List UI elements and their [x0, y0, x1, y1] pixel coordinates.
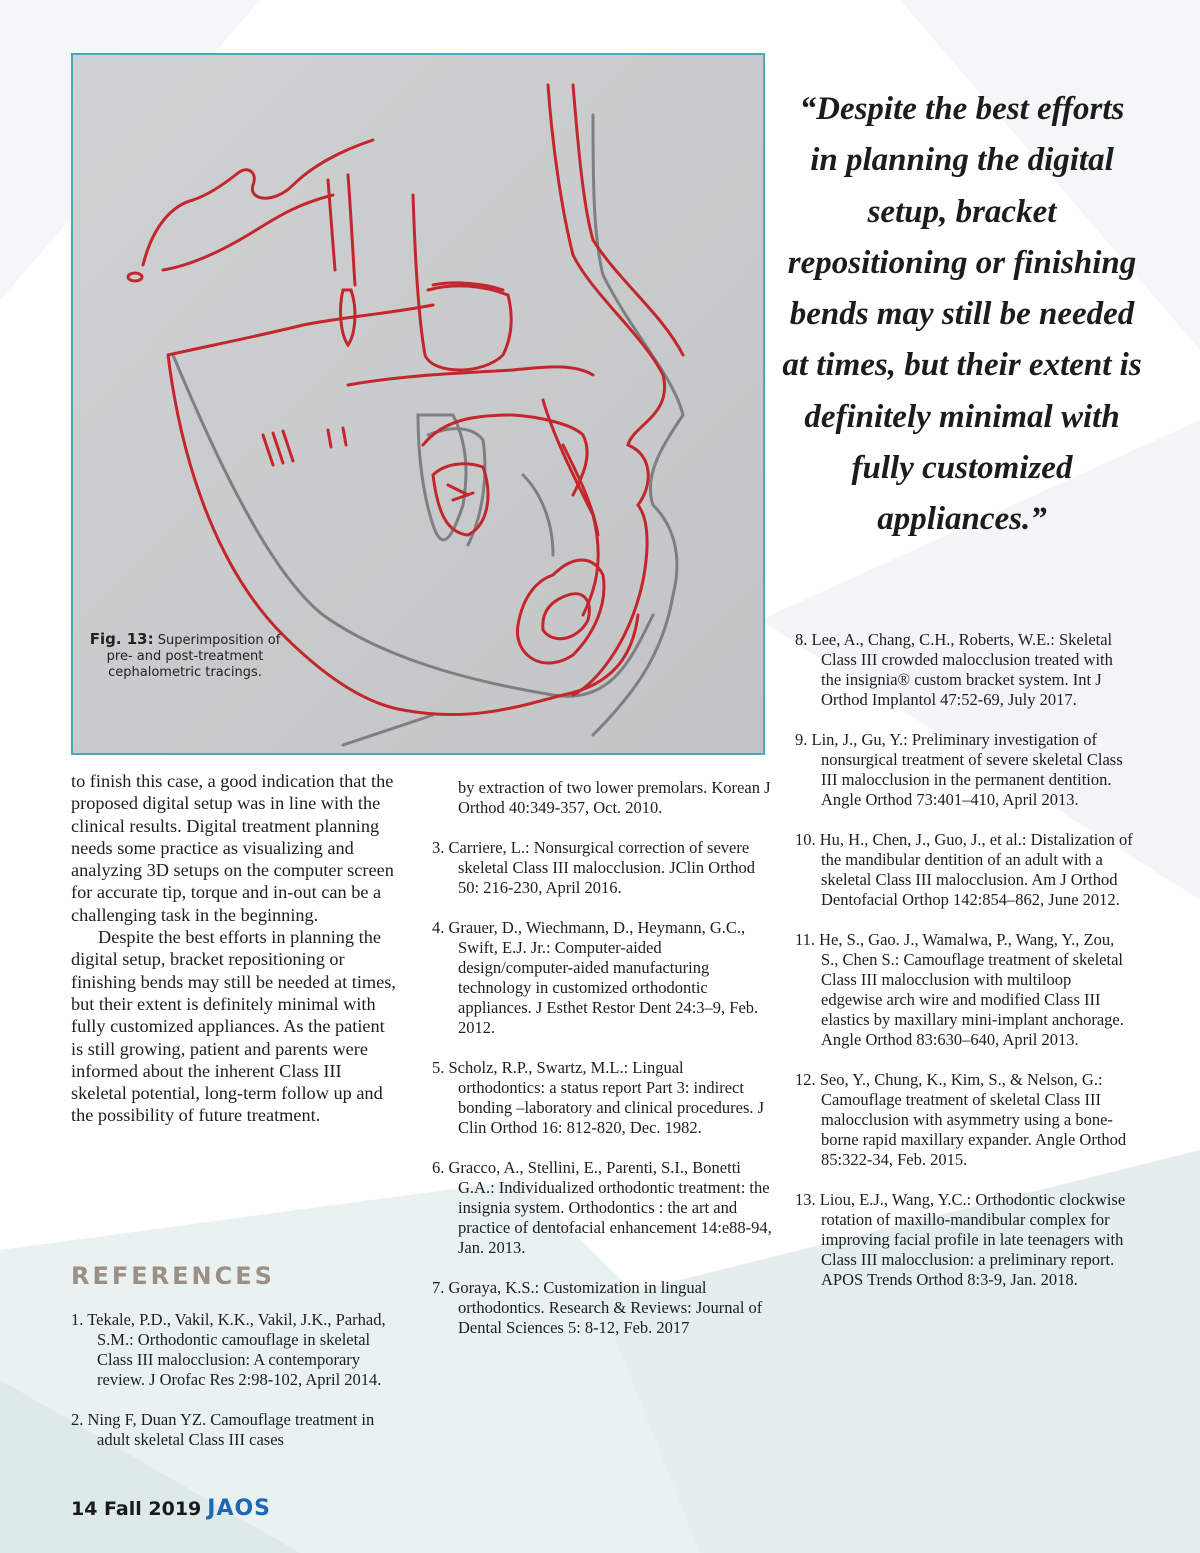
reference-item: 6. Gracco, A., Stellini, E., Parenti, S.I., Bonetti G.A.: Individualized orthodontic treatment: the insignia system. Orthodontics : the art and practice of dentofacial enhancement 14:e88-94, Jan. 2013. — [432, 1158, 772, 1257]
references-column-3 — [795, 630, 1135, 1310]
figure-caption-text: Superimposition of pre- and post-treatment cephalometric tracings. — [106, 633, 281, 680]
reference-item: 3. Carriere, L.: Nonsurgical correction of severe skeletal Class III malocclusion. JClin Orthod 50: 216-230, April 2016. — [432, 838, 755, 897]
reference-item: 8. Lee, A., Chang, C.H., Roberts, W.E.: Skeletal Class III crowded malocclusion treated with the insignia® custom bracket system. Int J Orthod Implantol 47:52-69, July 2017. — [795, 630, 1113, 709]
reference-item: 2. Ning F, Duan YZ. Camouflage treatment in adult skeletal Class III cases — [71, 1410, 375, 1449]
reference-item-continuation: by extraction of two lower premolars. Korean J Orthod 40:349-357, Oct. 2010. — [458, 778, 771, 817]
figure-caption — [85, 631, 285, 681]
reference-item: 9. Lin, J., Gu, Y.: Preliminary investigation of nonsurgical treatment of severe skeletal Class III malocclusion in the permanent dentition. Angle Orthod 73:401–410, April 2013. — [795, 730, 1123, 809]
body-text — [71, 770, 401, 1127]
page-number-issue: 14 Fall 2019 — [71, 1498, 202, 1520]
reference-item: 1. Tekale, P.D., Vakil, K.K., Vakil, J.K., Parhad, S.M.: Orthodontic camouflage in skeletal Class III malocclusion: A contemporary review. J Orofac Res 2:98-102, April 2014. — [71, 1310, 386, 1389]
references-column-1 — [71, 1310, 401, 1470]
pull-quote: “Despite the best efforts in planning the digital setup, bracket repositioning or finishing bends may still be needed at times, but their extent is definitely minimal with fully customized appliances.” — [782, 91, 1142, 538]
reference-item: 12. Seo, Y., Chung, K., Kim, S., & Nelson, G.: Camouflage treatment of skeletal Class III malocclusion with asymmetry using a bone-borne rapid maxillary expander. Angle Orthod 85:322-34, Feb. 2015. — [795, 1070, 1127, 1169]
reference-item: 13. Liou, E.J., Wang, Y.C.: Orthodontic clockwise rotation of maxillo-mandibular complex for improving facial profile in late teenagers with Class III malocclusion: a preliminary report. APOS Trends Orthod 8:3-9, Jan. 2018. — [795, 1190, 1126, 1289]
page-footer — [71, 1496, 271, 1521]
figure-caption-label: Fig. 13: — [89, 630, 154, 648]
references-column-2 — [432, 778, 772, 1358]
references-heading: REFERENCES — [71, 1262, 275, 1290]
reference-item: 10. Hu, H., Chen, J., Guo, J., et al.: Distalization of the mandibular dentition of an adult with a skeletal Class III malocclusion. Am J Orthod Dentofacial Orthop 142:854–862, June 2012. — [795, 830, 1133, 909]
reference-item: 7. Goraya, K.S.: Customization in lingual orthodontics. Research & Reviews: Journal of Dental Sciences 5: 8-12, Feb. 2017 — [432, 1278, 763, 1337]
reference-item: 11. He, S., Gao. J., Wamalwa, P., Wang, Y., Zou, S., Chen S.: Camouflage treatment of skeletal Class III malocclusion with multiloop edgewise arch wire and modified Class III elastics by maxillary mini-implant anchorage. Angle Orthod 83:630–640, April 2013. — [795, 930, 1124, 1049]
reference-item: 5. Scholz, R.P., Swartz, M.L.: Lingual orthodontics: a status report Part 3: indirect bonding –laboratory and clinical procedures. J Clin Orthod 16: 812-820, Dec. 1982. — [432, 1058, 765, 1137]
journal-name: JAOS — [207, 1496, 272, 1521]
body-paragraph: Despite the best efforts in planning the digital setup, bracket repositioning or finishing bends may still be needed at times, but their extent is definitely minimal with fully customized appliances. As the patient is still growing, patient and parents were informed about the inherent Class III skeletal potential, long-term follow up and the possibility of future treatment. — [71, 927, 396, 1126]
body-paragraph: to finish this case, a good indication that the proposed digital setup was in line with the clinical results. Digital treatment planning needs some practice as visualizing and analyzing 3D setups on the computer screen for accurate tip, torque and in-out can be a challenging task in the beginning. — [71, 771, 394, 925]
figure-13 — [71, 53, 765, 755]
reference-item: 4. Grauer, D., Wiechmann, D., Heymann, G.C., Swift, E.J. Jr.: Computer-aided design/computer-aided manufacturing technology in customized orthodontic appliances. J Esthet Restor Dent 24:3–9, Feb. 2012. — [432, 918, 759, 1037]
